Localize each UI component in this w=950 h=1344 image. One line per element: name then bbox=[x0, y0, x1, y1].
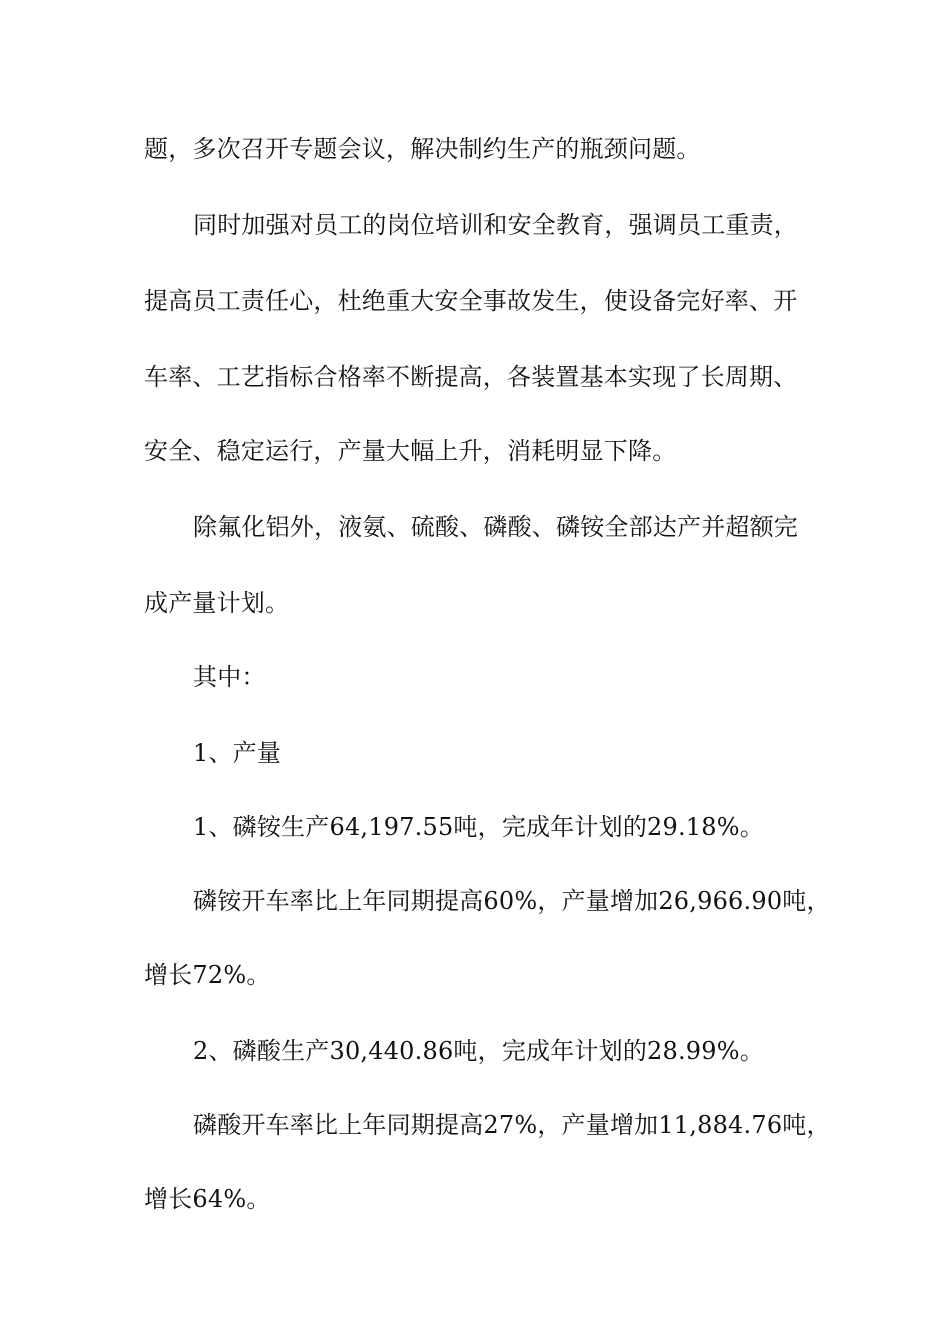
text-line-5: 安全、稳定运行，产量大幅上升，消耗明显下降。 bbox=[144, 437, 677, 465]
text-line-3: 提高员工责任心，杜绝重大安全事故发生，使设备完好率、开 bbox=[144, 287, 798, 315]
text-line-4: 车率、工艺指标合格率不断提高，各装置基本实现了长周期、 bbox=[144, 363, 798, 391]
text-line-7: 成产量计划。 bbox=[144, 589, 290, 617]
text-line-15: 增长64%。 bbox=[144, 1185, 271, 1213]
text-line-10: 1、磷铵生产64,197.55吨，完成年计划的29.18%。 bbox=[193, 813, 764, 841]
text-line-6: 除氟化铝外，液氨、硫酸、磷酸、磷铵全部达产并超额完 bbox=[193, 513, 798, 541]
text-line-11: 磷铵开车率比上年同期提高60%，产量增加26,966.90吨， bbox=[193, 887, 831, 915]
text-line-8: 其中： bbox=[193, 663, 266, 691]
text-line-1: 题，多次召开专题会议，解决制约生产的瓶颈问题。 bbox=[144, 135, 701, 163]
text-line-14: 磷酸开车率比上年同期提高27%，产量增加11,884.76吨， bbox=[193, 1111, 831, 1139]
text-line-13: 2、磷酸生产30,440.86吨，完成年计划的28.99%。 bbox=[193, 1037, 764, 1065]
text-line-2: 同时加强对员工的岗位培训和安全教育，强调员工重责， bbox=[193, 211, 798, 239]
text-line-12: 增长72%。 bbox=[144, 961, 271, 989]
text-line-9: 1、产量 bbox=[193, 739, 282, 767]
